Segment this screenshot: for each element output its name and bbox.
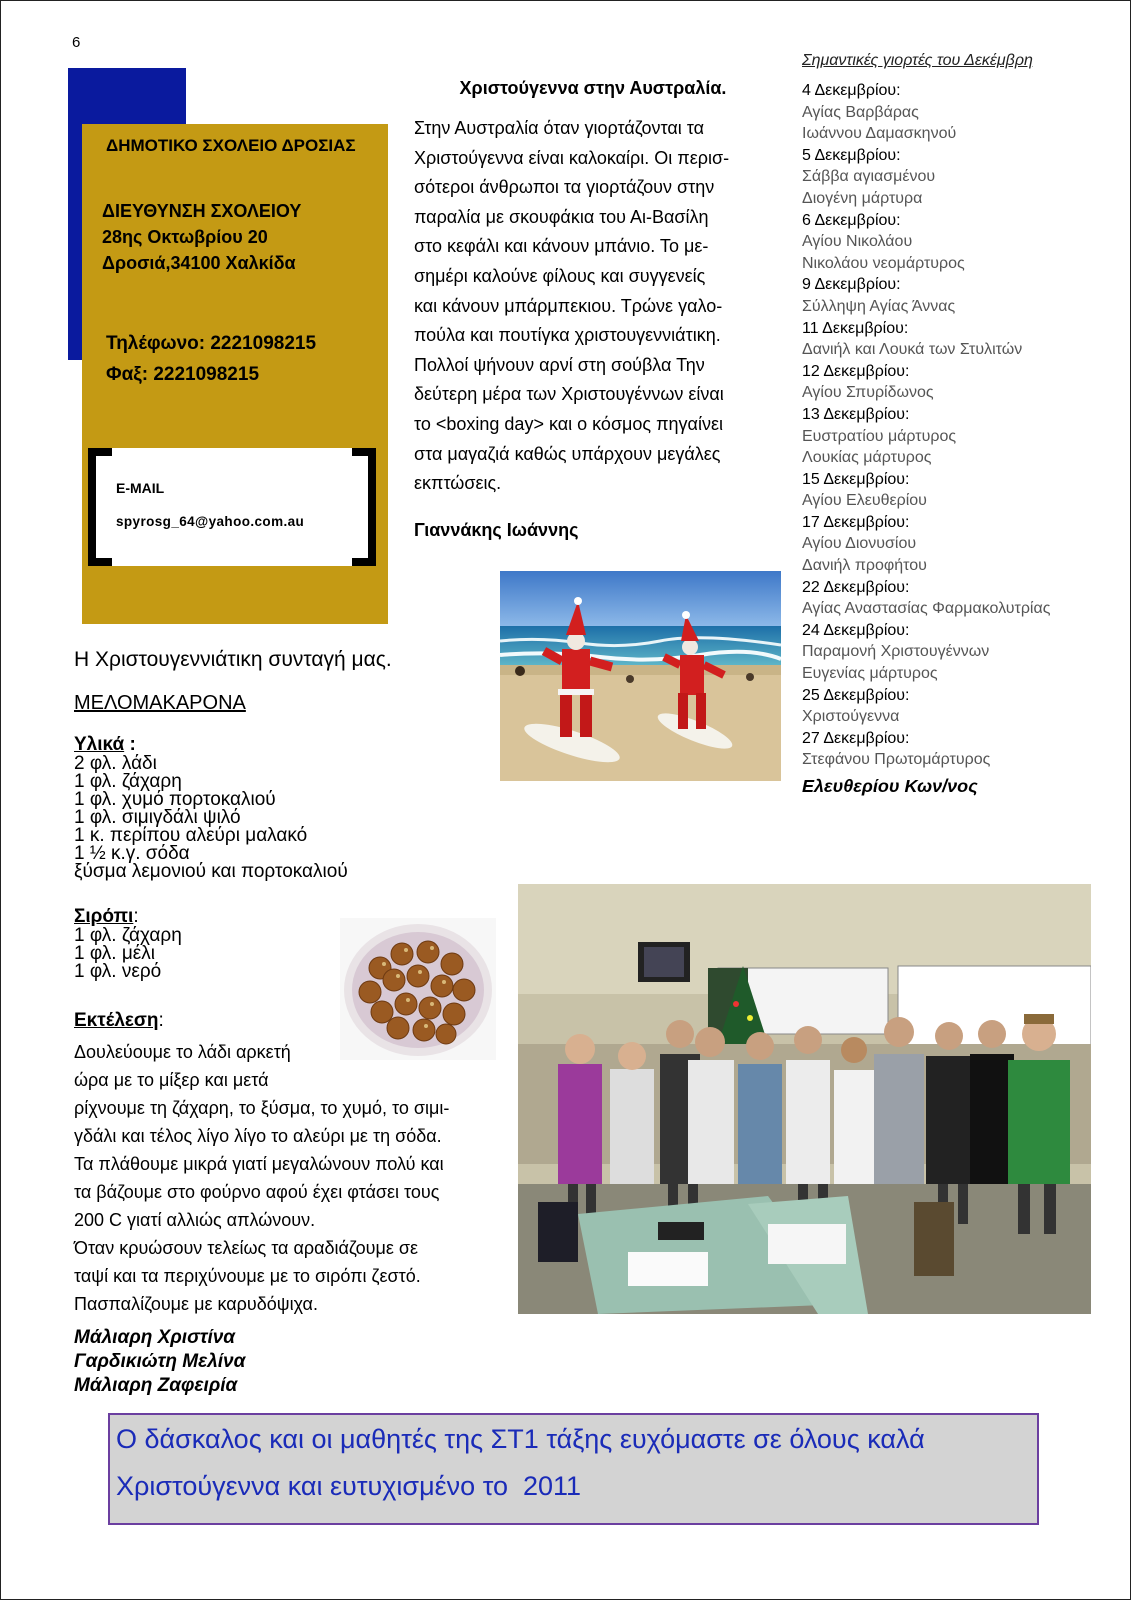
feast-saint-name: Χριστούγεννα bbox=[802, 708, 900, 726]
article-line: Στην Αυστραλία όταν γιορτάζονται τα bbox=[414, 118, 705, 138]
recipe-author: Μάλιαρη Ζαφειρία bbox=[74, 1375, 238, 1396]
feast-saint-name: Λουκίας μάρτυρος bbox=[802, 449, 932, 467]
recipe-author: Μάλιαρη Χριστίνα bbox=[74, 1327, 236, 1348]
right-bracket-decor bbox=[352, 448, 376, 566]
fax-number: Φαξ: 2221098215 bbox=[106, 364, 260, 385]
feast-saint-name: Παραμονή Χριστουγέννων bbox=[802, 643, 990, 661]
email-box bbox=[88, 448, 376, 566]
article-line: δεύτερη μέρα των Χριστουγέννων είναι bbox=[414, 384, 724, 405]
feast-saint-name: Σάββα αγιασμένου bbox=[802, 168, 936, 186]
syrup-item: 1 φλ. νερό bbox=[74, 961, 162, 982]
feast-date: 13 Δεκεμβρίου: bbox=[802, 405, 910, 423]
execution-heading bbox=[74, 1010, 164, 1032]
december-feasts-title: Σημαντικές γιορτές του Δεκέμβρη bbox=[802, 52, 1033, 69]
feast-saint-name: Στεφάνου Πρωτομάρτυρος bbox=[802, 751, 991, 769]
ingredient-item: 1 φλ. σιμιγδάλι ψιλό bbox=[74, 807, 241, 828]
article-line: και κάνουν μπάρμπεκιου. Τρώνε γαλο- bbox=[414, 295, 723, 316]
article-line: πούλα και πουτίγκα χριστουγεννιάτικη. bbox=[414, 325, 721, 346]
wishes-line-2: Χριστούγεννα και ευτυχισμένο το 2011 bbox=[116, 1471, 582, 1501]
article-line: Χριστούγεννα είναι καλοκαίρι. Οι περισ- bbox=[414, 147, 730, 168]
recipe-authors bbox=[74, 1326, 245, 1398]
holiday-wishes-text bbox=[116, 1416, 1026, 1510]
execution-line: Δουλεύουμε το λάδι αρκετή bbox=[74, 1042, 291, 1062]
class-group-photo bbox=[518, 884, 1091, 1314]
execution-line: γδάλι και τέλος λίγο λίγο το αλεύρι με τη σόδα. bbox=[74, 1126, 442, 1146]
feast-saint-name: Ευγενίας μάρτυρος bbox=[802, 665, 938, 683]
ingredient-item: ξύσμα λεμονιού και πορτοκαλιού bbox=[74, 861, 348, 882]
december-feasts-author: Ελευθερίου Κων/νος bbox=[802, 776, 978, 796]
ingredient-item: 1 ½ κ.γ. σόδα bbox=[74, 843, 190, 864]
phone-number: Τηλέφωνο: 2221098215 bbox=[106, 333, 317, 354]
feast-date: 5 Δεκεμβρίου: bbox=[802, 146, 901, 164]
ingredients-label: Υλικά bbox=[74, 734, 125, 755]
feast-saint-name: Ιωάννου Δαμασκηνού bbox=[802, 125, 957, 143]
feast-saint-name: Αγίας Αναστασίας Φαρμακολυτρίας bbox=[802, 600, 1051, 618]
syrup-item: 1 φλ. μέλι bbox=[74, 943, 156, 964]
december-feasts-list bbox=[802, 80, 1102, 771]
article-line: σότεροι άνθρωποι τα γιορτάζουν στην bbox=[414, 177, 715, 198]
feast-date: 6 Δεκεμβρίου: bbox=[802, 211, 901, 229]
syrup-list bbox=[74, 927, 182, 981]
school-contact bbox=[106, 328, 316, 390]
address-line-1: 28ης Οκτωβρίου 20 bbox=[102, 227, 268, 247]
feast-date: 12 Δεκεμβρίου: bbox=[802, 362, 910, 380]
school-address bbox=[102, 198, 301, 276]
feast-saint-name: Νικολάου νεομάρτυρος bbox=[802, 254, 965, 272]
ingredient-item: 1 κ. περίπου αλεύρι μαλακό bbox=[74, 825, 308, 846]
feast-date: 4 Δεκεμβρίου: bbox=[802, 82, 901, 99]
feast-saint-name: Διογένη μάρτυρα bbox=[802, 189, 923, 207]
feast-saint-name: Αγίου Διονυσίου bbox=[802, 535, 917, 553]
feast-date: 11 Δεκεμβρίου: bbox=[802, 319, 909, 337]
execution-label: Εκτέλεση bbox=[74, 1010, 159, 1031]
feast-saint-name: Αγίου Ελευθερίου bbox=[802, 492, 927, 510]
ingredient-item: 1 φλ. χυμό πορτοκαλιού bbox=[74, 789, 276, 810]
school-name: ΔΗΜΟΤΙΚΟ ΣΧΟΛΕΙΟ ΔΡΟΣΙΑΣ bbox=[106, 136, 356, 155]
australia-article-author: Γιαννάκης Ιωάννης bbox=[414, 520, 579, 540]
feast-saint-name: Δανιήλ και Λουκά των Στυλιτών bbox=[802, 341, 1023, 359]
wishes-line-1: Ο δάσκαλος και οι μαθητές της ΣΤ1 τάξης ευχόμαστε σε όλους καλά bbox=[116, 1424, 925, 1454]
feast-date: 15 Δεκεμβρίου: bbox=[802, 470, 910, 488]
execution-text bbox=[74, 1038, 514, 1318]
feast-date: 17 Δεκεμβρίου: bbox=[802, 513, 910, 531]
left-bracket-decor bbox=[88, 448, 112, 566]
article-line: στα μαγαζιά καθώς υπάρχουν μεγάλες bbox=[414, 443, 721, 464]
article-line: εκπτώσεις. bbox=[414, 473, 502, 494]
execution-line: Τα πλάθουμε μικρά γιατί μεγαλώνουν πολύ και bbox=[74, 1154, 444, 1174]
recipe-heading: Η Χριστουγεννιάτικη συνταγή μας. bbox=[74, 648, 392, 671]
feast-date: 24 Δεκεμβρίου: bbox=[802, 621, 910, 639]
article-line: σημέρι καλούνε φίλους και συγγενείς bbox=[414, 265, 706, 286]
feast-date: 22 Δεκεμβρίου: bbox=[802, 578, 910, 596]
address-line-2: Δροσιά,34100 Χαλκίδα bbox=[102, 253, 296, 273]
execution-line: ταψί και τα περιχύνουμε με το σιρόπι ζεστό. bbox=[74, 1266, 421, 1286]
execution-line: Πασπαλίζουμε με καρυδόψιχα. bbox=[74, 1294, 318, 1314]
feast-saint-name: Δανιήλ προφήτου bbox=[802, 557, 927, 575]
feast-saint-name: Ευστρατίου μάρτυρος bbox=[802, 427, 957, 445]
australia-article-body bbox=[414, 114, 786, 499]
execution-line: ρίχνουμε τη ζάχαρη, το ξύσμα, το χυμό, το σιμι- bbox=[74, 1098, 450, 1118]
page-number: 6 bbox=[72, 34, 81, 51]
feast-saint-name: Σύλληψη Αγίας Άννας bbox=[802, 297, 956, 315]
article-line: στο κεφάλι και κάνουν μπάνιο. Το με- bbox=[414, 236, 709, 257]
email-label: E-MAIL bbox=[116, 480, 165, 496]
execution-suffix: : bbox=[158, 1010, 164, 1031]
execution-line: τα βάζουμε στο φούρνο αφού έχει φτάσει τους bbox=[74, 1182, 440, 1202]
syrup-label: Σιρόπι bbox=[74, 906, 134, 927]
article-line: το <boxing day> και ο κόσμος πηγαίνει bbox=[414, 413, 723, 434]
ingredients-suffix: : bbox=[124, 734, 136, 755]
syrup-item: 1 φλ. ζάχαρη bbox=[74, 925, 182, 946]
feast-saint-name: Αγίου Νικολάου bbox=[802, 233, 913, 251]
article-line: παραλία με σκουφάκια του Αι-Βασίλη bbox=[414, 206, 709, 227]
address-title: ΔΙΕΥΘΥΝΣΗ ΣΧΟΛΕΙΟΥ bbox=[102, 201, 302, 221]
ingredient-item: 2 φλ. λάδι bbox=[74, 753, 157, 774]
recipe-author: Γαρδικιώτη Μελίνα bbox=[74, 1351, 246, 1372]
santas-on-beach-photo bbox=[500, 571, 781, 781]
email-address[interactable]: spyrosg_64@yahoo.com.au bbox=[116, 514, 305, 529]
feast-saint-name: Αγίου Σπυρίδωνος bbox=[802, 384, 934, 402]
melomakarona-photo bbox=[340, 918, 496, 1060]
feast-date: 9 Δεκεμβρίου: bbox=[802, 276, 901, 294]
execution-line: 200 C γιατί αλλιώς απλώνουν. bbox=[74, 1210, 316, 1230]
australia-article-title: Χριστούγεννα στην Αυστραλία. bbox=[459, 78, 727, 98]
recipe-name: ΜΕΛΟΜΑΚΑΡΟΝΑ bbox=[74, 692, 246, 714]
syrup-suffix: : bbox=[133, 906, 139, 927]
ingredients-list bbox=[74, 755, 348, 881]
execution-line: ώρα με το μίξερ και μετά bbox=[74, 1070, 269, 1090]
ingredient-item: 1 φλ. ζάχαρη bbox=[74, 771, 182, 792]
article-line: Πολλοί ψήνουν αρνί στη σούβλα Την bbox=[414, 354, 705, 375]
feast-date: 27 Δεκεμβρίου: bbox=[802, 729, 910, 747]
execution-line: Όταν κρυώσουν τελείως τα αραδιάζουμε σε bbox=[74, 1238, 419, 1258]
feast-date: 25 Δεκεμβρίου: bbox=[802, 686, 910, 704]
feast-saint-name: Αγίας Βαρβάρας bbox=[802, 103, 919, 121]
